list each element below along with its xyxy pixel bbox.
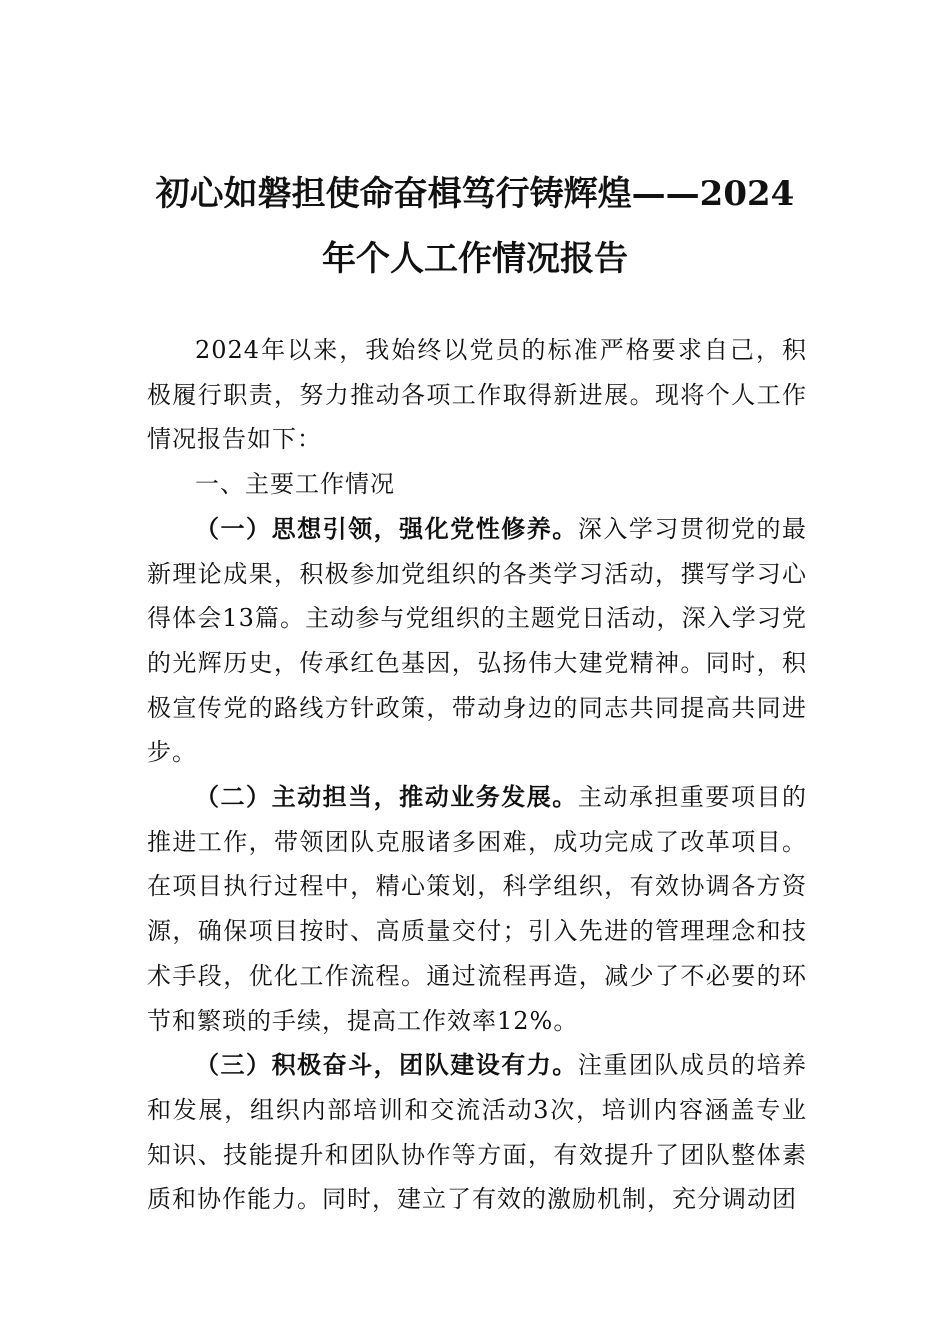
work-item-lead: （三）积极奋斗，团队建设有力。 [195,1050,578,1080]
section-heading-main-work: 一、主要工作情况 [195,470,395,499]
work-item-text: 主动承担重要项目的推进工作，带领团队克服诸多困难，成功完成了改革项目。在项目执行过程中，精心策划，科学组织，有效协调各方资源，确保项目按时、高质量交付；引入先进的管理理念和技术手段，优化工作流程。通过流程再造，减少了不必要的环节和繁琐的手续，提高工作效率12%。 [147,783,808,1035]
work-item-paragraph [147,1043,807,1222]
work-item-text: 深入学习贯彻党的最新理论成果，积极参加党组织的各类学习活动，撰写学习心得体会13篇。主动参与党组织的主题党日活动，深入学习党的光辉历史，传承红色基因，弘扬伟大建党精神。同时，积极宣传党的路线方针政策，带动身边的同志共同提高共同进步。 [147,514,808,767]
work-item-paragraph [147,775,807,1043]
intro-paragraph: 2024年以来，我始终以党员的标准严格要求自己，积极履行职责，努力推动各项工作取得新进展。现将个人工作情况报告如下： [147,336,807,454]
document-title-line-1: 初心如磐担使命奋楫笃行铸辉煌——2024 [155,174,795,214]
work-item-lead: （一）思想引领，强化党性修养。 [195,513,578,543]
work-item-paragraph [147,507,807,775]
work-item-text: 注重团队成员的培养和发展，组织内部培训和交流活动3次，培训内容涵盖专业知识、技能提升和团队协作等方面，有效提升了团队整体素质和协作能力。同时，建立了有效的激励机制，充分调动团 [147,1051,808,1214]
document-body [147,328,807,1222]
work-item-lead: （二）主动担当，推动业务发展。 [195,782,578,812]
document-title-line-2: 年个人工作情况报告 [322,239,628,279]
